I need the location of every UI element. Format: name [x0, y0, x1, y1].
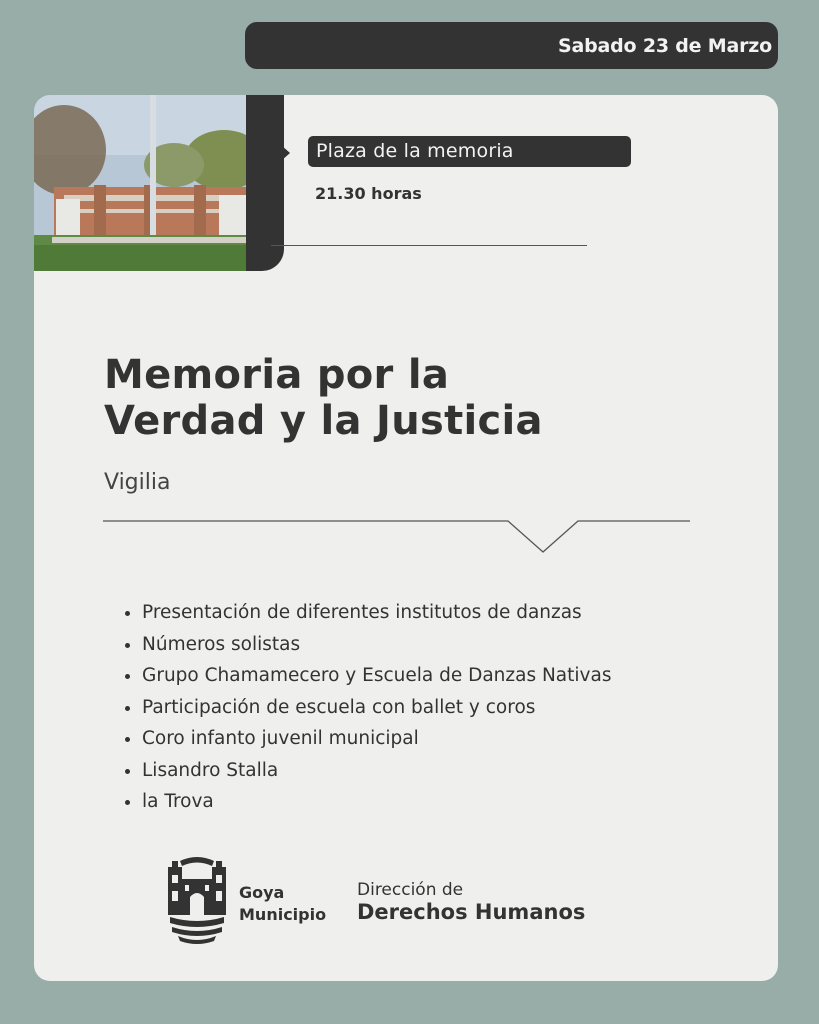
venue-photo — [34, 95, 246, 271]
list-item: • Participación de escuela con ballet y coros — [142, 692, 611, 724]
venue-tag — [308, 136, 631, 167]
date-banner — [245, 22, 778, 69]
derechos-humanos-label: Derechos Humanos — [357, 900, 586, 924]
list-item: • Grupo Chamamecero y Escuela de Danzas Nativas — [142, 660, 611, 692]
list-item: • Coro infanto juvenil municipal — [142, 723, 611, 755]
goya-label: Goya — [239, 883, 285, 902]
list-item: • Lisandro Stalla — [142, 755, 611, 787]
direccion-label: Dirección de — [357, 880, 464, 900]
top-rule — [271, 245, 587, 246]
activity-list — [122, 597, 611, 818]
event-subtitle: Vigilia — [104, 470, 171, 495]
photo-pointer — [272, 137, 290, 169]
title-line-1: Memoria por la — [104, 352, 450, 398]
title-line-2: Verdad y la Justicia — [104, 398, 543, 444]
event-title — [104, 352, 543, 444]
venue-name: Plaza de la memoria — [316, 140, 514, 162]
goya-municipio-label — [239, 882, 326, 926]
list-item: • Presentación de diferentes institutos de danzas — [142, 597, 611, 629]
event-date: Sabado 23 de Marzo — [558, 35, 772, 57]
list-item: • Números solistas — [142, 629, 611, 661]
event-card — [34, 95, 778, 981]
goya-crest-icon — [166, 853, 228, 945]
list-item: • la Trova — [142, 786, 611, 818]
municipio-label: Municipio — [239, 905, 327, 924]
event-time: 21.30 horas — [315, 184, 422, 203]
chevron-divider — [103, 515, 693, 555]
